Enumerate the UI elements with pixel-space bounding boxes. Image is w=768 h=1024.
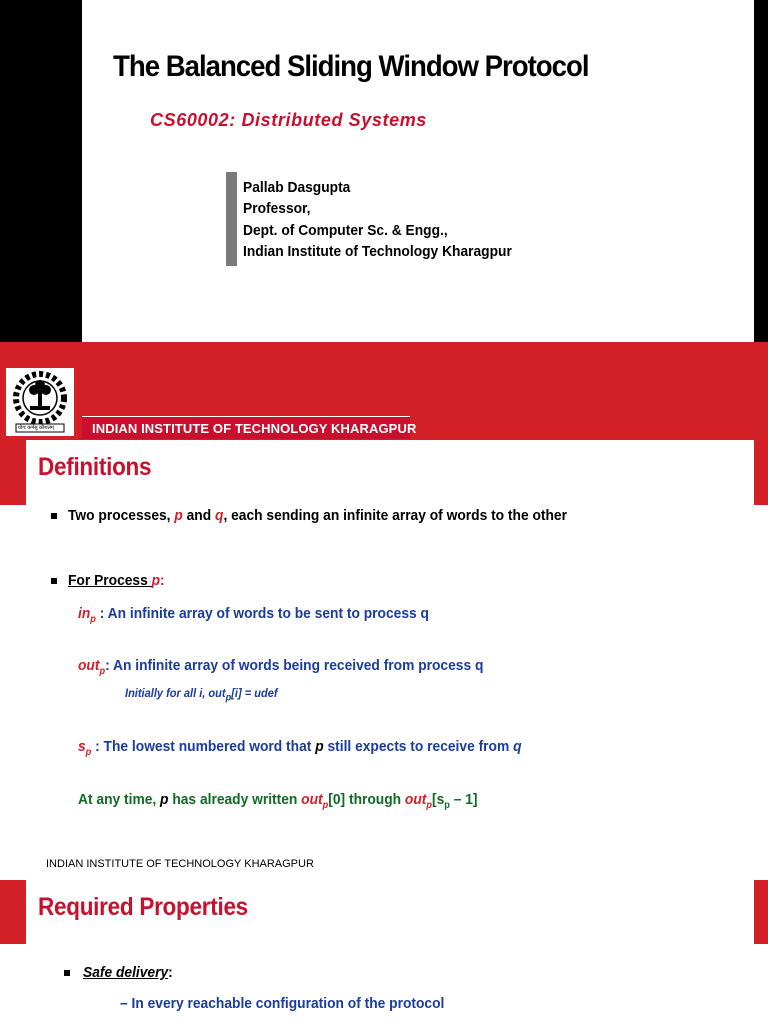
institute-bar [82, 416, 417, 439]
institute-bar-text: INDIAN INSTITUTE OF TECHNOLOGY KHARAGPUR [92, 421, 417, 436]
out-p-definition: out$_p$: An infinite array of words being received from process q [78, 657, 484, 677]
author-divider [226, 172, 237, 266]
slide-title: The Balanced Sliding Window Protocol [113, 50, 589, 83]
bullet-icon [51, 578, 57, 584]
left-accent-bar [0, 440, 26, 505]
right-accent-bar [754, 880, 768, 944]
s-p-definition: $s_p$ : The lowest numbered word that p still expects to receive from q [78, 738, 522, 758]
processes-line: Two processes, p and q, each sending an infinite array of words to the other [68, 507, 567, 524]
logo-motto: योगः कर्मसु कौशलम् [18, 425, 54, 431]
reachable-config-line: – In every reachable configuration of the protocol [120, 995, 445, 1012]
left-accent-bar [0, 880, 26, 944]
course-subtitle: CS60002: Distributed Systems [150, 110, 427, 130]
title-slide [0, 0, 768, 440]
in-p-definition: $in_p$ : An infinite array of words to be sent to process q [78, 605, 429, 625]
author-title: Professor, [243, 200, 311, 217]
bullet-icon [64, 970, 70, 976]
for-process-line: For Process p: [68, 572, 165, 589]
author-institute: Indian Institute of Technology Kharagpur [243, 243, 512, 260]
iit-logo [6, 368, 74, 436]
author-name: Pallab Dasgupta [243, 179, 351, 196]
bullet-icon [51, 513, 57, 519]
initial-value-note: Initially for all i, out$_p$[i] = udef [125, 686, 278, 704]
at-any-time-line: At any time, p has already written out$_p$[0] through $out_p[s_p - 1]$ [78, 791, 478, 811]
properties-title: Required Properties [38, 893, 248, 921]
slide-footer: INDIAN INSTITUTE OF TECHNOLOGY KHARAGPUR [46, 858, 314, 870]
author-dept: Dept. of Computer Sc. & Engg., [243, 222, 448, 239]
definitions-title: Definitions [38, 453, 152, 481]
properties-slide [0, 880, 768, 1024]
definitions-slide [0, 440, 768, 880]
safe-delivery-line: Safe delivery: [83, 964, 173, 981]
right-accent-bar [754, 440, 768, 505]
